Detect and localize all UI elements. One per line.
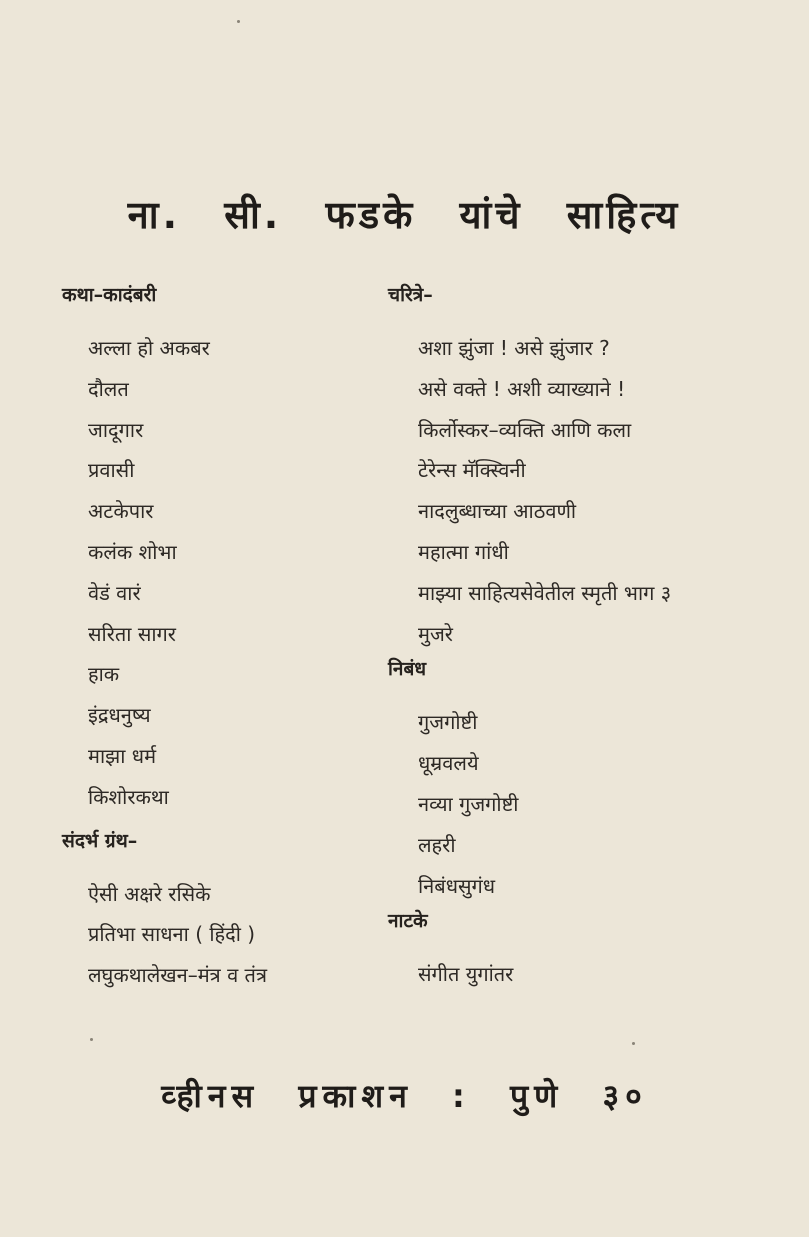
list-item: असे वक्ते ! अशी व्याख्याने ! bbox=[418, 376, 626, 401]
section-heading-charitre: चरित्रे– bbox=[388, 284, 433, 306]
list-item: लघुकथालेखन–मंत्र व तंत्र bbox=[88, 963, 267, 988]
list-item: ऐसी अक्षरे रसिके bbox=[88, 881, 211, 906]
sandarbh-list bbox=[62, 874, 392, 996]
paper-speck bbox=[632, 1042, 635, 1045]
paper-speck bbox=[237, 20, 240, 23]
list-item: संगीत युगांतर bbox=[418, 962, 514, 987]
list-item: महात्मा गांधी bbox=[418, 539, 509, 564]
list-item: अशा झुंजा ! असे झुंजार ? bbox=[418, 336, 610, 360]
list-item: माझ्या साहित्यसेवेतील स्मृती भाग ३ bbox=[418, 580, 672, 605]
list-item: धूम्रवलये bbox=[418, 751, 479, 776]
list-item: किशोरकथा bbox=[88, 784, 169, 809]
publisher-line: व्हीनस प्रकाशन : पुणे ३० bbox=[161, 1077, 648, 1115]
list-item: माझा धर्म bbox=[88, 743, 157, 768]
section-heading-natake: नाटके bbox=[388, 910, 428, 933]
list-item: टेरेन्स मॅक्स्विनी bbox=[418, 458, 526, 483]
list-item: नव्या गुजगोष्टी bbox=[418, 791, 519, 816]
list-item: अल्ला हो अकबर bbox=[88, 336, 210, 360]
list-item: नादलुब्धाच्या आठवणी bbox=[418, 499, 577, 524]
list-item: प्रवासी bbox=[88, 458, 135, 483]
list-item: इंद्रधनुष्य bbox=[88, 703, 151, 728]
list-item: अटकेपार bbox=[88, 499, 154, 524]
list-item: कलंक शोभा bbox=[88, 539, 177, 564]
list-item: मुजरे bbox=[418, 621, 453, 646]
section-heading-nibandh: निबंध bbox=[388, 658, 427, 681]
list-item: जादूगार bbox=[88, 417, 144, 442]
list-item: लहरी bbox=[418, 832, 456, 857]
charitre-list bbox=[388, 328, 788, 654]
natake-list bbox=[388, 954, 788, 995]
paper-speck bbox=[90, 1038, 93, 1041]
list-item: प्रतिभा साधना ( हिंदी ) bbox=[88, 922, 256, 947]
right-column bbox=[388, 280, 788, 995]
section-heading-sandarbh: संदर्भ ग्रंथ– bbox=[62, 829, 138, 852]
left-column bbox=[62, 280, 392, 996]
page-title: ना. सी. फडके यांचे साहित्य bbox=[127, 193, 682, 237]
list-item: दौलत bbox=[88, 376, 129, 401]
list-item: किर्लोस्कर–व्यक्ति आणि कला bbox=[418, 417, 632, 442]
list-item: गुजगोष्टी bbox=[418, 710, 478, 735]
list-item: सरिता सागर bbox=[88, 621, 176, 646]
list-item: निबंधसुगंध bbox=[418, 873, 496, 898]
list-item: हाक bbox=[88, 662, 120, 687]
section-heading-katha: कथा–कादंबरी bbox=[62, 284, 157, 306]
katha-list bbox=[62, 328, 392, 818]
nibandh-list bbox=[388, 702, 788, 906]
list-item: वेडं वारं bbox=[88, 580, 141, 605]
